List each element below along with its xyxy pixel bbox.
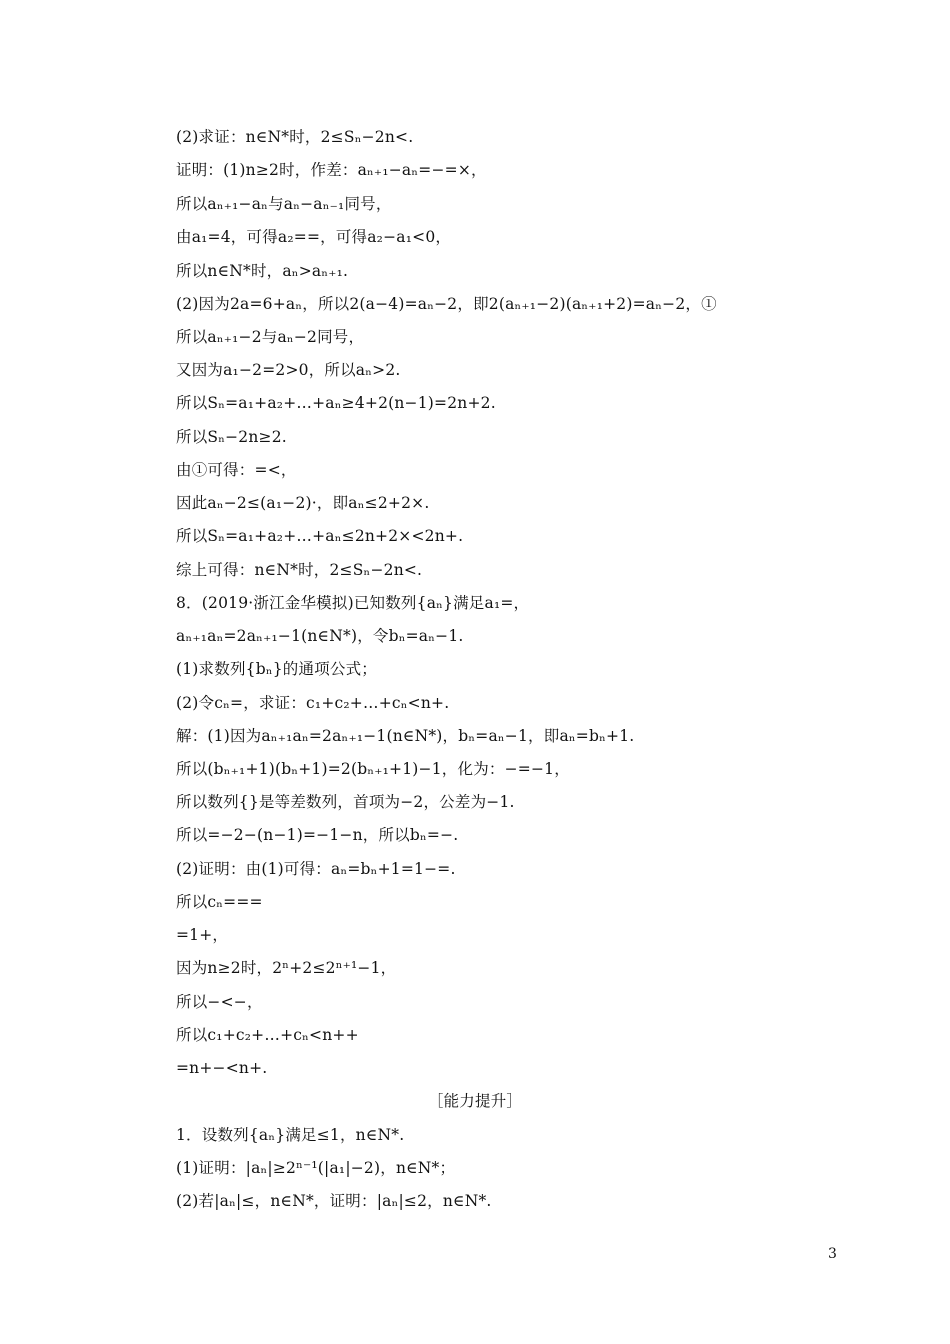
text-line: (1)证明：|aₙ|≥2ⁿ⁻¹(|a₁|−2)，n∈N*；: [176, 1159, 456, 1177]
text-line: 由a₁=4，可得a₂==，可得a₂−a₁<0，: [176, 228, 452, 246]
text-line: 所以(bₙ₊₁+1)(bₙ+1)=2(bₙ₊₁+1)−1，化为：−=−1，: [176, 760, 570, 778]
text-line: 综上可得：n∈N*时，2≤Sₙ−2n<.: [176, 561, 423, 579]
text-line: (2)因为2a=6+aₙ，所以2(a−4)=aₙ−2，即2(aₙ₊₁−2)(aₙ₊₁+2)=aₙ−2，①: [176, 295, 717, 313]
text-line: 证明：(1)n≥2时，作差：aₙ₊₁−aₙ=−=×，: [176, 161, 487, 179]
text-line: (2)令cₙ=，求证：c₁+c₂+…+cₙ<n+.: [176, 694, 450, 712]
text-line: aₙ₊₁aₙ=2aₙ₊₁−1(n∈N*)，令bₙ=aₙ−1.: [176, 627, 464, 645]
text-line: =1+，: [176, 926, 229, 944]
text-line: 所以Sₙ=a₁+a₂+…+aₙ≥4+2(n−1)=2n+2.: [176, 394, 496, 412]
text-line: 所以=−2−(n−1)=−1−n，所以bₙ=−.: [176, 826, 459, 844]
text-line: 所以n∈N*时，aₙ>aₙ₊₁.: [176, 262, 349, 280]
question-1-heading: 1．设数列{aₙ}满足≤1，n∈N*.: [176, 1126, 405, 1144]
text-line: 所以cₙ===: [176, 893, 263, 911]
text-line: 所以Sₙ=a₁+a₂+…+aₙ≤2n+2×<2n+.: [176, 527, 464, 545]
text-line: (2)求证：n∈N*时，2≤Sₙ−2n<.: [176, 128, 414, 146]
text-line: (2)若|aₙ|≤，n∈N*，证明：|aₙ|≤2，n∈N*.: [176, 1192, 492, 1210]
text-line: 所以aₙ₊₁−aₙ与aₙ−aₙ₋₁同号，: [176, 195, 392, 213]
text-line: 所以Sₙ−2n≥2.: [176, 428, 287, 446]
text-line: 又因为a₁−2=2>0，所以aₙ>2.: [176, 361, 401, 379]
section-heading: ［能力提升］: [427, 1092, 523, 1110]
text-line: 所以c₁+c₂+…+cₙ<n++: [176, 1026, 359, 1044]
text-line: 因为n≥2时，2ⁿ+2≤2ⁿ⁺¹−1，: [176, 959, 397, 977]
text-line: =n+−<n+.: [176, 1059, 268, 1077]
text-line: 所以aₙ₊₁−2与aₙ−2同号，: [176, 328, 365, 346]
question-8-heading: 8．(2019·浙江金华模拟)已知数列{aₙ}满足a₁=，: [176, 594, 530, 612]
text-line: 所以−<−，: [176, 993, 263, 1011]
text-line: (1)求数列{bₙ}的通项公式；: [176, 660, 378, 678]
text-line: 所以数列{}是等差数列，首项为−2，公差为−1.: [176, 793, 515, 811]
text-line: (2)证明：由(1)可得：aₙ=bₙ+1=1−=.: [176, 860, 456, 878]
text-line: 解：(1)因为aₙ₊₁aₙ=2aₙ₊₁−1(n∈N*)，bₙ=aₙ−1，即aₙ=bₙ+1.: [176, 727, 635, 745]
text-line: 因此aₙ−2≤(a₁−2)·，即aₙ≤2+2×.: [176, 494, 430, 512]
page-number: 3: [828, 1246, 837, 1262]
text-line: 由①可得：=<，: [176, 461, 297, 479]
